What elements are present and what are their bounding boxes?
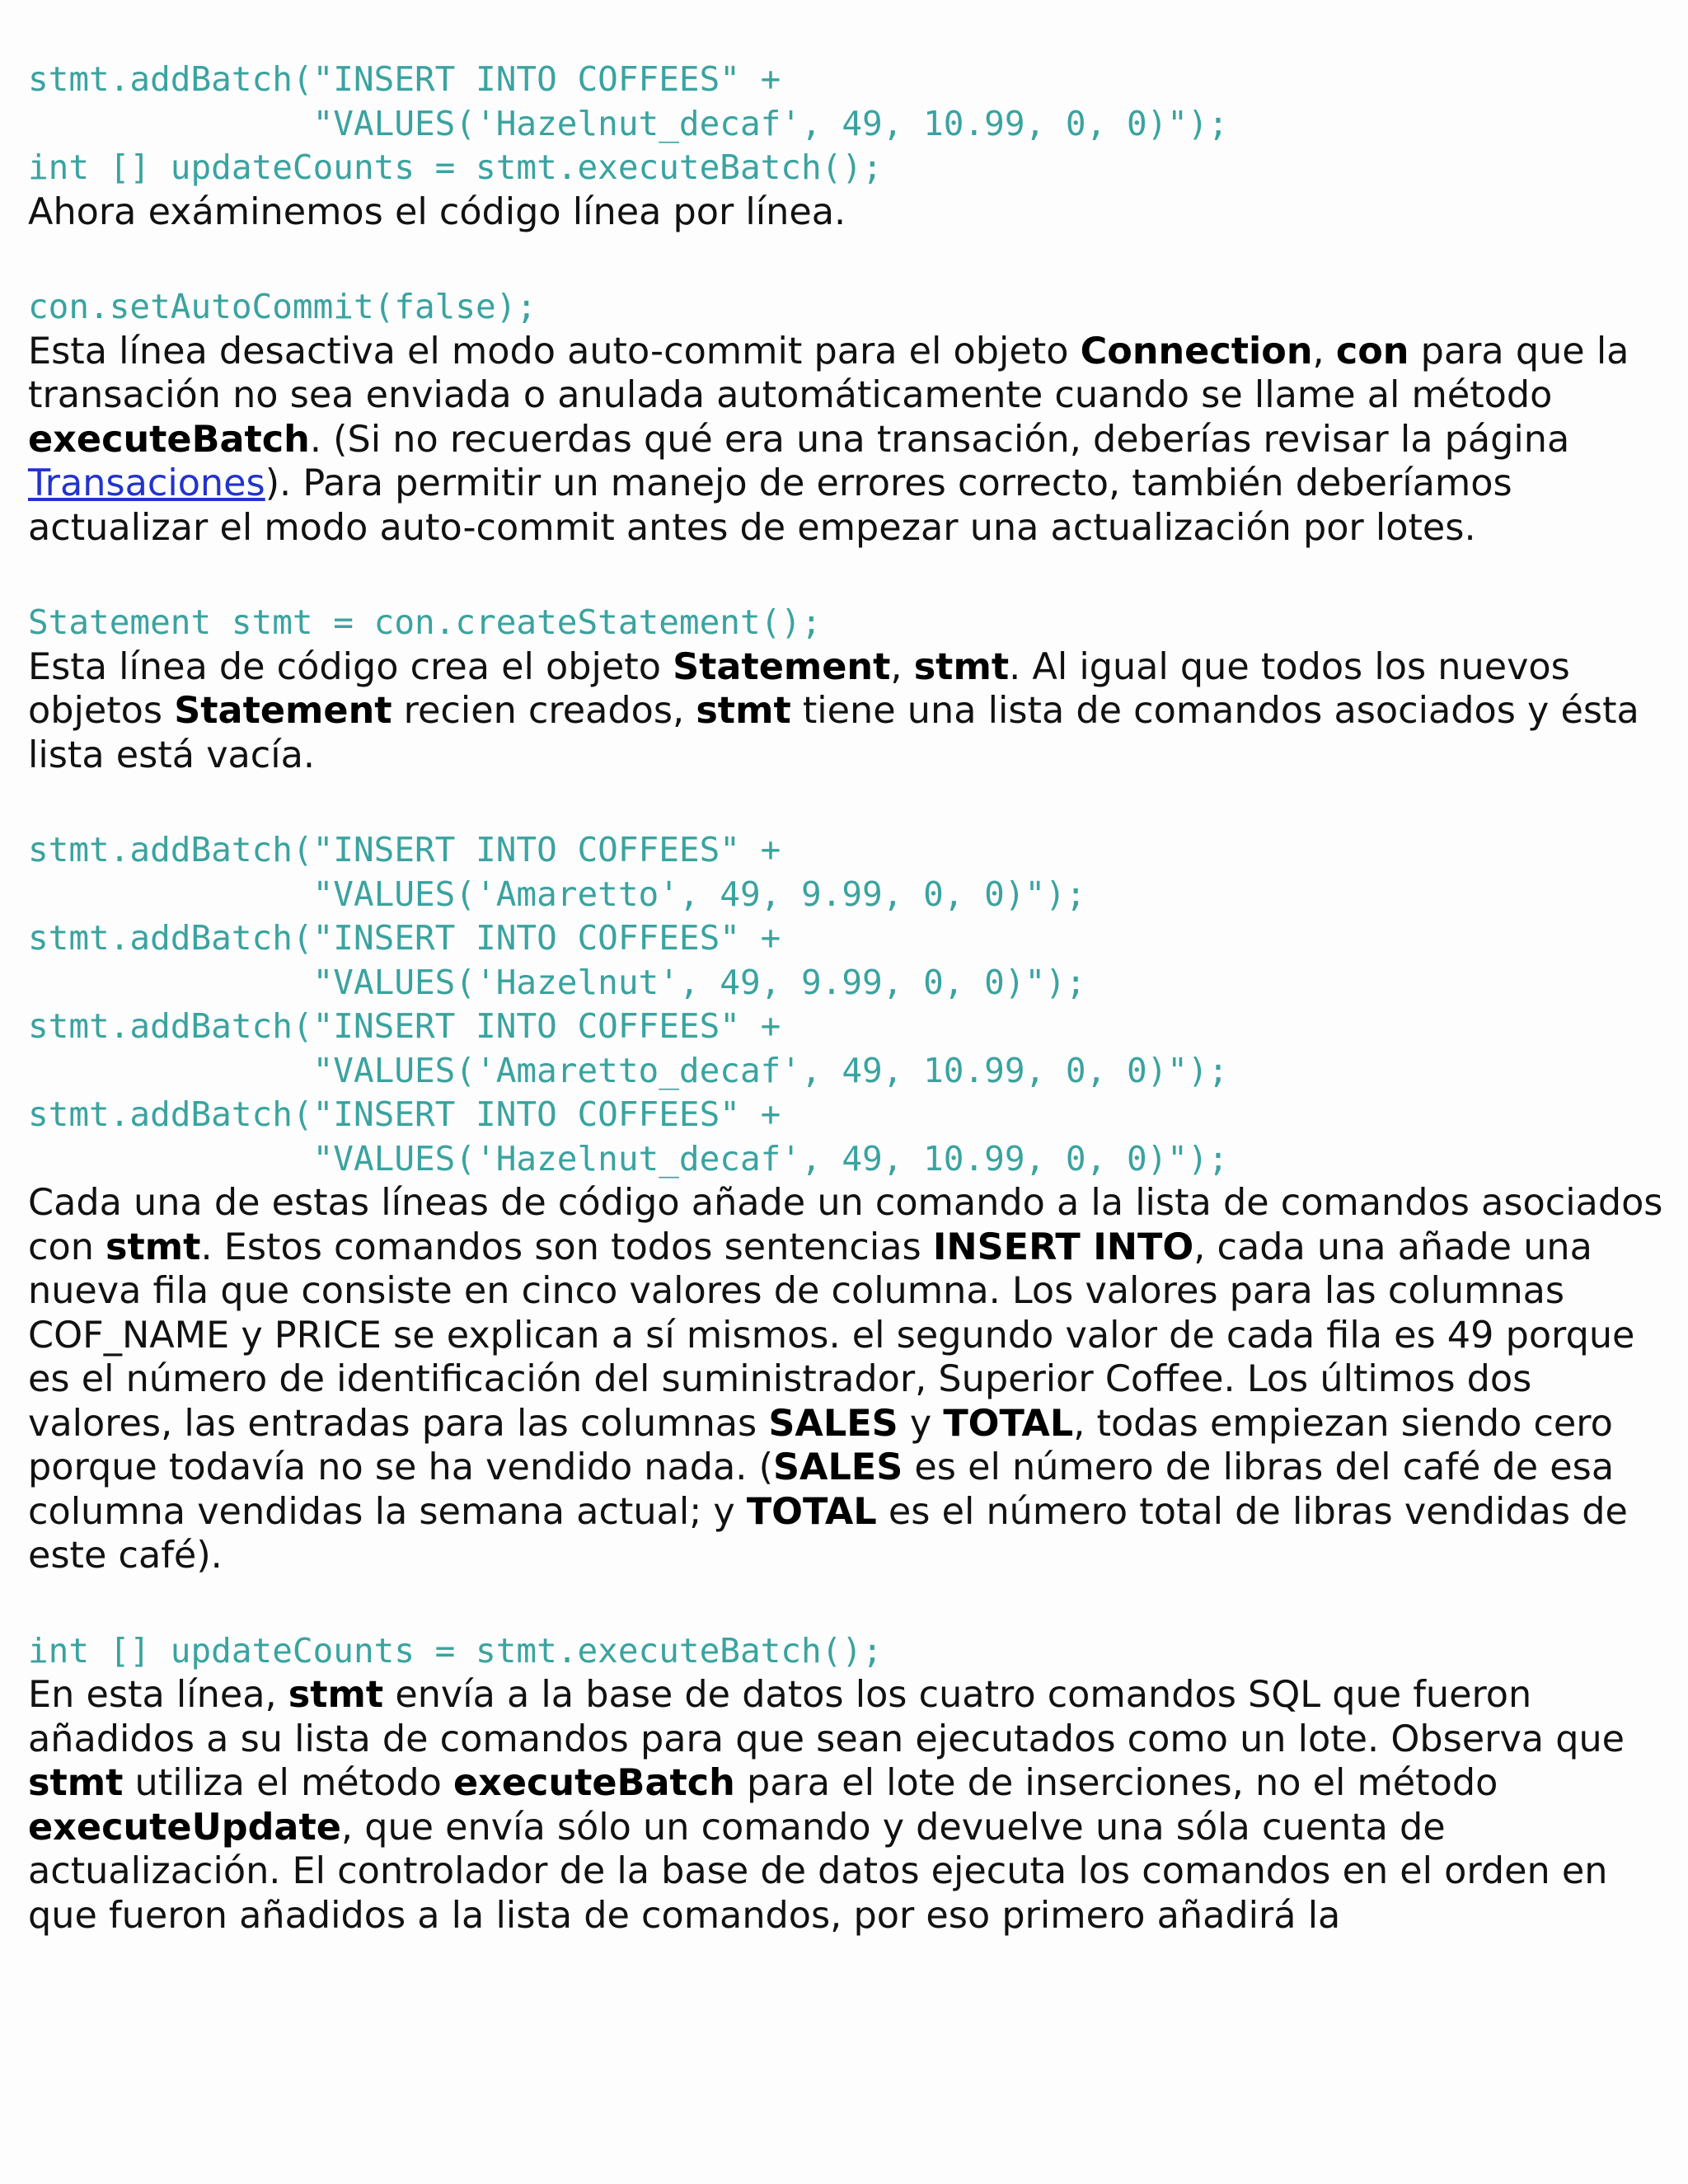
- bold-term: executeUpdate: [28, 1806, 341, 1849]
- paragraph-text: envía a la base de datos los cuatro comandos SQL que fueron añadidos a su lista de comandos para que sean ejecutados como un lote. Observa que: [28, 1674, 1625, 1760]
- paragraph-autocommit: [28, 330, 1668, 551]
- paragraph-text: . Estos comandos son todos sentencias: [200, 1226, 933, 1268]
- paragraph-text: . (Si no recuerdas qué era una transación, deberías revisar la página: [309, 418, 1570, 461]
- document-body: [28, 58, 1668, 1938]
- paragraph-text: es el número de libras del café de esa columna vendidas la semana actual; y: [28, 1446, 1615, 1533]
- bold-term: INSERT INTO: [932, 1226, 1194, 1268]
- bold-term: Connection: [1080, 330, 1313, 373]
- code-block-create-statement: Statement stmt = con.createStatement();: [28, 602, 822, 642]
- paragraph-text: para el lote de inserciones, no el método: [734, 1762, 1498, 1804]
- code-block-batch-tail: stmt.addBatch("INSERT INTO COFFEES" + "VALUES('Hazelnut_decaf', 49, 10.99, 0, 0)"); int [] updateCounts = stmt.executeBatch();: [28, 59, 1229, 187]
- paragraph-text: es el número total de libras vendidas de este café).: [28, 1490, 1628, 1577]
- paragraph-add-batch: [28, 1181, 1668, 1578]
- paragraph-text: Cada una de estas líneas de código añade un comando a la lista de comandos asociados con: [28, 1182, 1663, 1268]
- paragraph-text: ,: [890, 645, 914, 688]
- paragraph-text: para que la transación no sea enviada o anulada automáticamente cuando se llame al método: [28, 330, 1629, 416]
- paragraph-text: ). Para permitir un manejo de errores correcto, también deberíamos actualizar el modo auto-commit antes de empezar una actualización por lotes.: [28, 462, 1512, 549]
- transaciones-link[interactable]: Transaciones: [28, 462, 265, 504]
- code-block-add-batch: stmt.addBatch("INSERT INTO COFFEES" + "VALUES('Amaretto', 49, 9.99, 0, 0)"); stmt.addBatch("INSERT INTO COFFEES" + "VALUES('Hazelnut', 49, 9.99, 0, 0)"); stmt.addBatch("INSERT INTO COFFEES" + "VALUES('Amaretto_decaf', 49, 10.99, 0, 0)"); stmt.addBatch("INSERT INTO COFFEES" + "VALUES('Hazelnut_decaf', 49, 10.99, 0, 0)");: [28, 830, 1229, 1179]
- paragraph-text: . Al igual que todos los nuevos objetos: [28, 645, 1570, 732]
- paragraph-text: Esta línea desactiva el modo auto-commit para el objeto: [28, 330, 1081, 373]
- paragraph-text: , que envía sólo un comando y devuelve una sóla cuenta de actualización. El controlador de la base de datos ejecuta los comandos en el orden en que fueron añadidos a la lista de comandos, por eso primero añadirá la: [28, 1806, 1608, 1937]
- paragraph-execute-batch: [28, 1673, 1668, 1938]
- paragraph-text: Esta línea de código crea el objeto: [28, 645, 673, 688]
- paragraph-text: y: [898, 1402, 944, 1445]
- code-block-autocommit: con.setAutoCommit(false);: [28, 287, 537, 326]
- bold-term: SALES: [768, 1402, 898, 1445]
- paragraph-text: tiene una lista de comandos asociados y ésta lista está vacía.: [28, 690, 1639, 776]
- paragraph-text: , todas empiezan siendo cero porque todavía no se ha vendido nada. (: [28, 1402, 1613, 1488]
- paragraph-text: En esta línea,: [28, 1674, 288, 1716]
- paragraph-text: utiliza el método: [123, 1762, 453, 1804]
- bold-term: Statement: [673, 645, 891, 688]
- bold-term: stmt: [288, 1674, 384, 1716]
- bold-term: con: [1335, 330, 1409, 373]
- bold-term: stmt: [696, 690, 791, 732]
- bold-term: Statement: [174, 690, 392, 732]
- bold-term: stmt: [28, 1762, 124, 1804]
- bold-term: TOTAL: [746, 1490, 877, 1533]
- paragraph-text: Ahora exáminemos el código línea por línea.: [28, 190, 846, 233]
- paragraph-text: recien creados,: [392, 690, 696, 732]
- bold-term: SALES: [772, 1446, 903, 1488]
- paragraph-intro: [28, 190, 1668, 235]
- bold-term: executeBatch: [28, 418, 310, 461]
- code-block-execute-batch: int [] updateCounts = stmt.executeBatch();: [28, 1630, 883, 1671]
- paragraph-text: ,: [1312, 330, 1336, 373]
- bold-term: TOTAL: [943, 1402, 1074, 1445]
- bold-term: stmt: [106, 1226, 201, 1268]
- bold-term: executeBatch: [452, 1762, 735, 1804]
- bold-term: stmt: [913, 645, 1010, 688]
- paragraph-text: , cada una añade una nueva fila que consiste en cinco valores de columna. Los valores para las columnas COF_NAME y PRICE se explican a sí mismos. el segundo valor de cada fila es 49 porque es el número de identificación del suministrador, Superior Coffee. Los últimos dos valores, las entradas para las columnas: [28, 1226, 1635, 1445]
- paragraph-statement: [28, 645, 1668, 778]
